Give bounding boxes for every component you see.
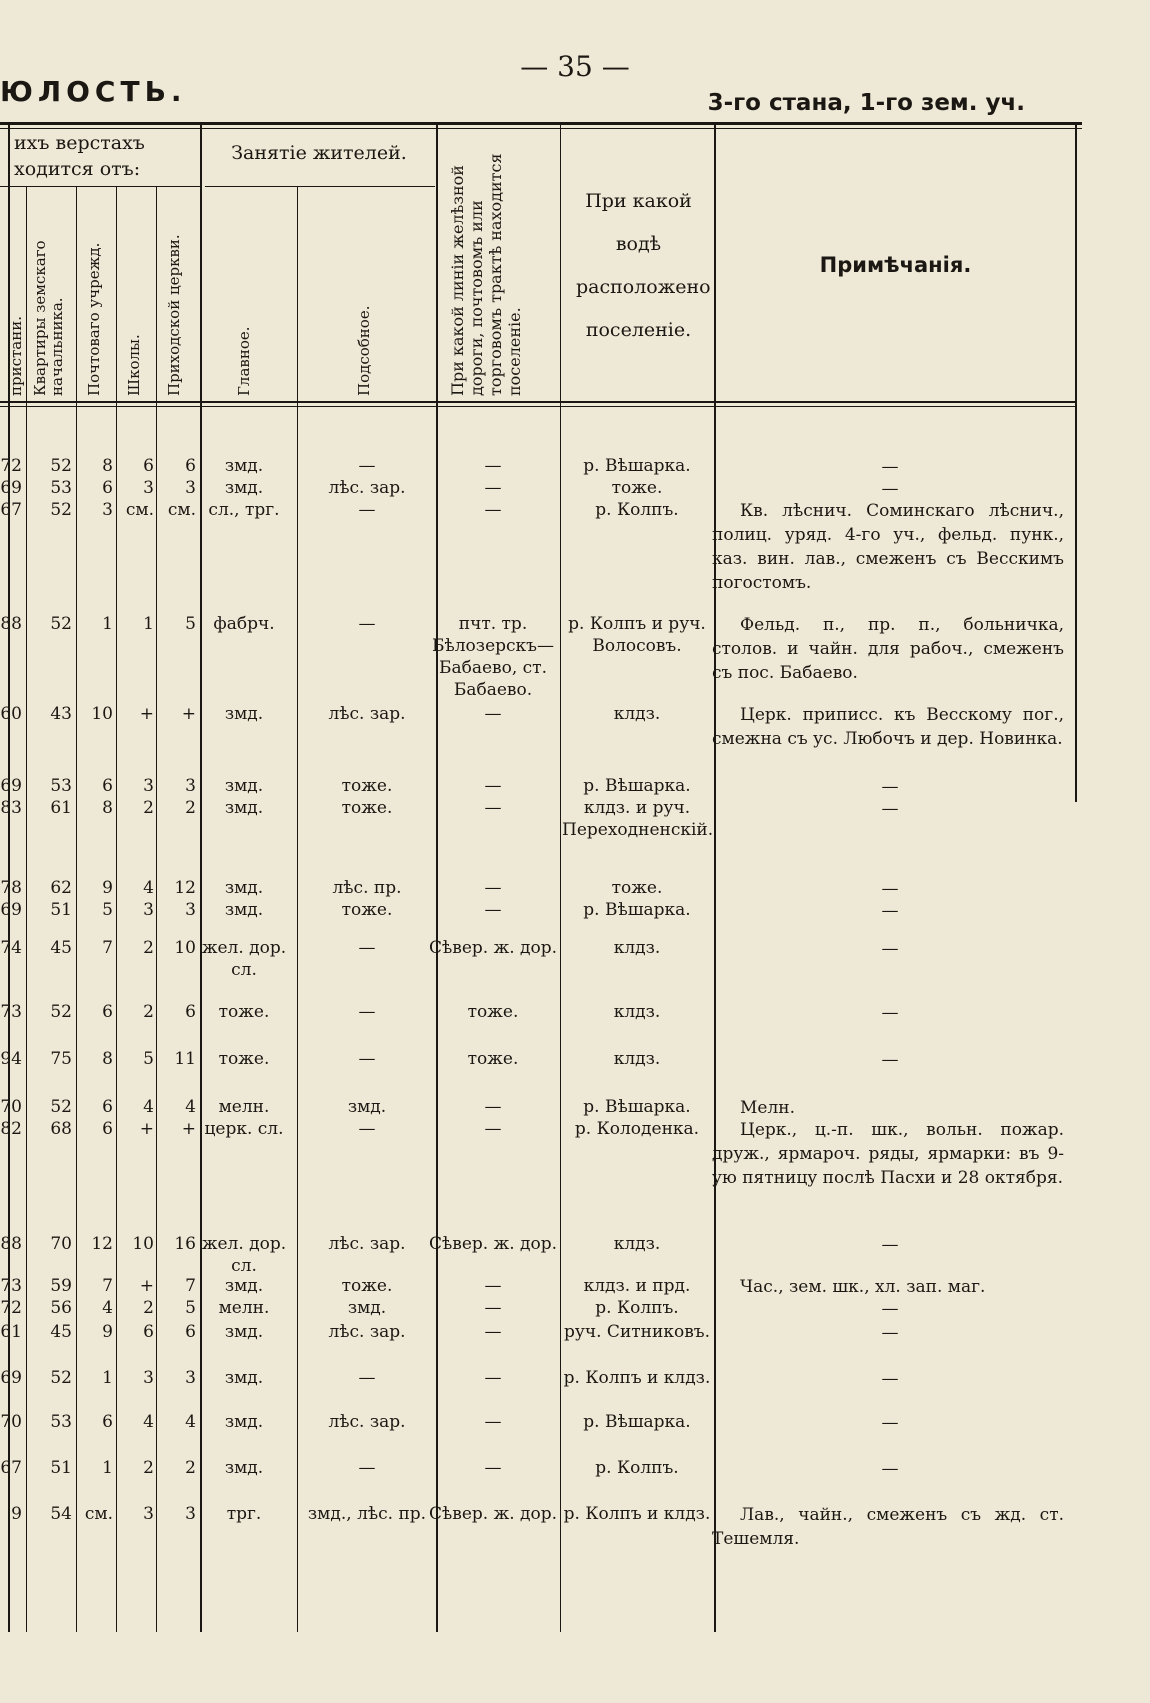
cell-dor: — xyxy=(484,456,502,476)
cell-gl: трг. xyxy=(226,1504,262,1524)
cell-k: 52 xyxy=(50,456,72,476)
col-rule xyxy=(76,186,77,1632)
cell-gl: змд. xyxy=(224,1458,264,1478)
cell-s: + xyxy=(139,704,154,724)
cell-primechanie: — xyxy=(881,1050,899,1070)
cell-pod: тоже. xyxy=(341,798,393,818)
cell-pod: — xyxy=(358,1368,376,1388)
cell-k: 70 xyxy=(50,1234,72,1254)
cell-p: 73 xyxy=(0,1276,22,1296)
cell-po: 1 xyxy=(102,1368,113,1388)
cell-s: 2 xyxy=(143,1002,154,1022)
cell-ts: см. xyxy=(167,500,196,520)
cell-gl: мелн. xyxy=(218,1097,270,1117)
col-rule xyxy=(26,186,27,1632)
cell-primechanie: — xyxy=(881,777,899,797)
cell-dor: — xyxy=(484,900,502,920)
cell-p: 60 xyxy=(0,704,22,724)
cell-po: 7 xyxy=(102,938,113,958)
cell-voda: р. Вѣшарка. xyxy=(583,776,691,796)
cell-ts: 3 xyxy=(185,900,196,920)
cell-gl: змд. xyxy=(224,776,264,796)
cell-pod: змд., лѣс. пр. xyxy=(307,1504,427,1524)
cell-po: 8 xyxy=(102,798,113,818)
cell-k: 51 xyxy=(50,900,72,920)
header-kvartiry: Квартиры земскаго начальника. xyxy=(31,240,66,396)
cell-pod: лѣс. зар. xyxy=(328,704,406,724)
cell-s: 4 xyxy=(143,1412,154,1432)
cell-k: 52 xyxy=(50,500,72,520)
header-voda: При какой водѣ расположено поселенiе. xyxy=(576,190,711,341)
right-edge-rule xyxy=(1075,122,1077,802)
cell-gl: тоже. xyxy=(218,1049,270,1069)
col-rule xyxy=(116,186,117,1632)
cell-k: 62 xyxy=(50,878,72,898)
volost-heading: ЮЛОСТЬ. xyxy=(0,75,187,108)
cell-k: 45 xyxy=(50,938,72,958)
cell-s: 3 xyxy=(143,776,154,796)
cell-primechanie: — xyxy=(881,1235,899,1255)
cell-pod: змд. xyxy=(347,1298,387,1318)
cell-k: 54 xyxy=(50,1504,72,1524)
cell-p: 74 xyxy=(0,938,22,958)
cell-p: 72 xyxy=(0,456,22,476)
cell-primechanie: — xyxy=(881,879,899,899)
header-primechaniya: Примѣчанiя. xyxy=(819,253,972,277)
cell-voda: клдз. xyxy=(613,1049,661,1069)
distance-group-header: ихъ верстахъ ходится отъ: xyxy=(14,132,145,180)
cell-s: + xyxy=(139,1276,154,1296)
dist-group-rule xyxy=(0,186,200,187)
cell-pod: — xyxy=(358,456,376,476)
cell-s: 3 xyxy=(143,1368,154,1388)
cell-primechanie: Церк., ц.-п. шк., вольн. пожар. друж., ярмароч. ряды, ярмарки: въ 9-ую пятницу послѣ Пасхи и 28 октября. xyxy=(712,1120,1064,1188)
cell-voda: р. Вѣшарка. xyxy=(583,456,691,476)
cell-s: 10 xyxy=(132,1234,154,1254)
cell-ts: 5 xyxy=(185,614,196,634)
cell-s: + xyxy=(139,1119,154,1139)
cell-gl: мелн. xyxy=(218,1298,270,1318)
cell-primechanie: Час., зем. шк., хл. зап. маг. xyxy=(740,1277,986,1297)
cell-s: 4 xyxy=(143,878,154,898)
cell-po: 8 xyxy=(102,1049,113,1069)
header-shkoly: Школы. xyxy=(125,334,143,396)
cell-po: 6 xyxy=(102,1002,113,1022)
top-rule xyxy=(0,122,1082,125)
col-rule xyxy=(156,186,157,1632)
cell-primechanie: — xyxy=(881,1369,899,1389)
cell-dor: — xyxy=(484,1119,502,1139)
cell-primechanie: Фельд. п., пр. п., больничка, столов. и чайн. для рабоч., смеженъ съ пос. Бабаево. xyxy=(712,615,1064,683)
cell-po: 1 xyxy=(102,614,113,634)
cell-primechanie: — xyxy=(881,479,899,499)
cell-pod: лѣс. зар. xyxy=(328,1322,406,1342)
cell-p: 69 xyxy=(0,900,22,920)
cell-k: 52 xyxy=(50,614,72,634)
cell-po: 5 xyxy=(102,900,113,920)
header-bottom-rule-thin xyxy=(0,406,1075,407)
cell-ts: 6 xyxy=(185,1322,196,1342)
cell-primechanie: Мелн. xyxy=(740,1098,796,1118)
page-number: — 35 — xyxy=(520,50,630,83)
cell-dor: — xyxy=(484,776,502,796)
occupation-group-rule xyxy=(205,186,435,187)
cell-gl: жел. дор. сл. xyxy=(201,1234,287,1276)
cell-po: 9 xyxy=(102,878,113,898)
cell-dor: — xyxy=(484,704,502,724)
cell-k: 43 xyxy=(50,704,72,724)
cell-p: 78 xyxy=(0,878,22,898)
cell-primechanie: Лав., чайн., смеженъ съ жд. ст. Тешемля. xyxy=(712,1505,1064,1549)
cell-pod: лѣс. пр. xyxy=(332,878,402,898)
header-tserkov: Приходской церкви. xyxy=(165,234,183,396)
cell-k: 51 xyxy=(50,1458,72,1478)
cell-k: 53 xyxy=(50,776,72,796)
cell-k: 53 xyxy=(50,478,72,498)
cell-dor: — xyxy=(484,1322,502,1342)
cell-gl: фабрч. xyxy=(213,614,275,634)
cell-p: 9 xyxy=(11,1504,22,1524)
cell-k: 59 xyxy=(50,1276,72,1296)
header-doroga: При какой линiи желѣзной дороги, почтовомъ или торговомъ трактѣ находится поселенiе. xyxy=(448,153,524,396)
cell-s: 5 xyxy=(143,1049,154,1069)
cell-k: 52 xyxy=(50,1368,72,1388)
cell-p: 69 xyxy=(0,1368,22,1388)
cell-primechanie: — xyxy=(881,457,899,477)
cell-p: 88 xyxy=(0,614,22,634)
cell-po: 10 xyxy=(91,704,113,724)
header-glavnoe: Главное. xyxy=(235,326,253,396)
cell-dor: — xyxy=(484,798,502,818)
cell-po: 6 xyxy=(102,1097,113,1117)
cell-pod: тоже. xyxy=(341,1276,393,1296)
cell-k: 52 xyxy=(50,1097,72,1117)
cell-p: 67 xyxy=(0,1458,22,1478)
cell-voda: клдз. xyxy=(613,704,661,724)
cell-k: 52 xyxy=(50,1002,72,1022)
cell-p: 72 xyxy=(0,1298,22,1318)
cell-ts: 3 xyxy=(185,1504,196,1524)
cell-voda: р. Вѣшарка. xyxy=(583,1097,691,1117)
cell-pod: лѣс. зар. xyxy=(328,1412,406,1432)
cell-voda: клдз. и руч. Переходненскiй. xyxy=(562,798,714,840)
cell-voda: р. Вѣшарка. xyxy=(583,1412,691,1432)
cell-po: 3 xyxy=(102,500,113,520)
cell-po: 8 xyxy=(102,456,113,476)
cell-s: 3 xyxy=(143,1504,154,1524)
cell-dor: — xyxy=(484,878,502,898)
cell-ts: 4 xyxy=(185,1412,196,1432)
cell-gl: жел. дор. сл. xyxy=(201,938,287,980)
cell-s: 2 xyxy=(143,1458,154,1478)
cell-dor: Сѣвер. ж. дор. xyxy=(428,1234,557,1254)
cell-gl: змд. xyxy=(224,456,264,476)
cell-ts: 12 xyxy=(174,878,196,898)
cell-voda: р. Колпъ. xyxy=(595,1298,679,1318)
cell-dor: тоже. xyxy=(467,1002,519,1022)
cell-dor: — xyxy=(484,478,502,498)
cell-p: 70 xyxy=(0,1097,22,1117)
cell-pod: — xyxy=(358,1119,376,1139)
col-rule xyxy=(297,186,298,1632)
cell-dor: — xyxy=(484,1276,502,1296)
cell-gl: змд. xyxy=(224,1412,264,1432)
cell-ts: 6 xyxy=(185,1002,196,1022)
cell-po: 6 xyxy=(102,478,113,498)
cell-primechanie: Кв. лѣснич. Соминскаго лѣснич., полиц. уряд. 4-го уч., фельд. пунк., каз. вин. лав., смеженъ съ Весскимъ погостомъ. xyxy=(712,501,1064,593)
cell-gl: змд. xyxy=(224,900,264,920)
cell-ts: 3 xyxy=(185,478,196,498)
cell-dor: — xyxy=(484,1097,502,1117)
cell-gl: змд. xyxy=(224,878,264,898)
cell-pod: лѣс. зар. xyxy=(328,478,406,498)
cell-pod: — xyxy=(358,500,376,520)
occupation-group-header: Занятiе жителей. xyxy=(231,142,407,164)
cell-p: 69 xyxy=(0,776,22,796)
cell-gl: змд. xyxy=(224,1322,264,1342)
cell-k: 75 xyxy=(50,1049,72,1069)
cell-voda: клдз. xyxy=(613,1234,661,1254)
cell-ts: 16 xyxy=(174,1234,196,1254)
cell-p: 67 xyxy=(0,500,22,520)
cell-dor: Сѣвер. ж. дор. xyxy=(428,938,557,958)
cell-ts: + xyxy=(181,704,196,724)
cell-dor: — xyxy=(484,1412,502,1432)
cell-po: 12 xyxy=(91,1234,113,1254)
cell-ts: 2 xyxy=(185,798,196,818)
cell-primechanie: — xyxy=(881,1459,899,1479)
cell-po: 9 xyxy=(102,1322,113,1342)
cell-primechanie: — xyxy=(881,939,899,959)
cell-dor: тоже. xyxy=(467,1049,519,1069)
cell-voda: р. Колпъ и клдз. xyxy=(563,1368,711,1388)
cell-dor: — xyxy=(484,500,502,520)
cell-pod: — xyxy=(358,938,376,958)
cell-po: 4 xyxy=(102,1298,113,1318)
cell-p: 94 xyxy=(0,1049,22,1069)
cell-pod: — xyxy=(358,1002,376,1022)
cell-s: 1 xyxy=(143,614,154,634)
cell-pod: тоже. xyxy=(341,900,393,920)
cell-dor: пчт. тр. Бѣлозерскъ— Бабаево, ст. Бабаево. xyxy=(432,614,554,700)
cell-primechanie: Церк. приписс. къ Весскому пог., смежна съ ус. Любочъ и дер. Новинка. xyxy=(712,705,1064,749)
header-pristan: пристани. xyxy=(7,315,25,396)
cell-k: 56 xyxy=(50,1298,72,1318)
cell-ts: 11 xyxy=(174,1049,196,1069)
header-podsobnoe: Подсобное. xyxy=(355,305,373,396)
cell-gl: змд. xyxy=(224,1276,264,1296)
col-rule xyxy=(714,122,716,1632)
cell-ts: + xyxy=(181,1119,196,1139)
cell-ts: 3 xyxy=(185,776,196,796)
cell-ts: 10 xyxy=(174,938,196,958)
cell-voda: тоже. xyxy=(611,878,663,898)
cell-voda: р. Вѣшарка. xyxy=(583,900,691,920)
cell-s: 3 xyxy=(143,900,154,920)
cell-gl: сл., трг. xyxy=(208,500,280,520)
cell-primechanie: — xyxy=(881,1413,899,1433)
cell-primechanie: — xyxy=(881,1323,899,1343)
header-pochta: Почтоваго учрежд. xyxy=(85,242,103,396)
cell-voda: руч. Ситниковъ. xyxy=(564,1322,710,1342)
cell-s: 2 xyxy=(143,938,154,958)
cell-ts: 6 xyxy=(185,456,196,476)
cell-ts: 3 xyxy=(185,1368,196,1388)
cell-ts: 4 xyxy=(185,1097,196,1117)
cell-p: 82 xyxy=(0,1119,22,1139)
cell-pod: — xyxy=(358,1458,376,1478)
cell-voda: р. Колпъ. xyxy=(595,1458,679,1478)
cell-p: 83 xyxy=(0,798,22,818)
cell-primechanie: — xyxy=(881,799,899,819)
cell-p: 88 xyxy=(0,1234,22,1254)
cell-primechanie: — xyxy=(881,901,899,921)
cell-s: 2 xyxy=(143,1298,154,1318)
cell-ts: 7 xyxy=(185,1276,196,1296)
cell-p: 73 xyxy=(0,1002,22,1022)
cell-pod: лѣс. зар. xyxy=(328,1234,406,1254)
cell-pod: — xyxy=(358,614,376,634)
cell-ts: 5 xyxy=(185,1298,196,1318)
cell-po: см. xyxy=(84,1504,113,1524)
cell-dor: Сѣвер. ж. дор. xyxy=(428,1504,557,1524)
header-bottom-rule xyxy=(0,401,1075,403)
cell-s: 4 xyxy=(143,1097,154,1117)
cell-voda: р. Колпъ и руч. Волосовъ. xyxy=(568,614,706,656)
cell-dor: — xyxy=(484,1298,502,1318)
stan-heading: 3-го стана, 1-го зем. уч. xyxy=(707,90,1025,116)
cell-po: 6 xyxy=(102,776,113,796)
cell-dor: — xyxy=(484,1368,502,1388)
cell-p: 70 xyxy=(0,1412,22,1432)
cell-voda: клдз. xyxy=(613,938,661,958)
cell-pod: — xyxy=(358,1049,376,1069)
cell-s: см. xyxy=(125,500,154,520)
cell-gl: змд. xyxy=(224,1368,264,1388)
cell-k: 61 xyxy=(50,798,72,818)
cell-po: 1 xyxy=(102,1458,113,1478)
cell-p: 69 xyxy=(0,478,22,498)
cell-ts: 2 xyxy=(185,1458,196,1478)
cell-po: 7 xyxy=(102,1276,113,1296)
cell-po: 6 xyxy=(102,1119,113,1139)
cell-po: 6 xyxy=(102,1412,113,1432)
cell-gl: тоже. xyxy=(218,1002,270,1022)
cell-gl: змд. xyxy=(224,478,264,498)
cell-voda: тоже. xyxy=(611,478,663,498)
cell-pod: тоже. xyxy=(341,776,393,796)
cell-s: 3 xyxy=(143,478,154,498)
cell-s: 6 xyxy=(143,1322,154,1342)
cell-gl: змд. xyxy=(224,798,264,818)
cell-primechanie: — xyxy=(881,1299,899,1319)
cell-primechanie: — xyxy=(881,1003,899,1023)
cell-dor: — xyxy=(484,1458,502,1478)
col-rule xyxy=(560,122,561,1632)
cell-voda: клдз. xyxy=(613,1002,661,1022)
cell-voda: р. Колпъ и клдз. xyxy=(563,1504,711,1524)
cell-voda: р. Колоденка. xyxy=(574,1119,700,1139)
cell-p: 61 xyxy=(0,1322,22,1342)
cell-k: 45 xyxy=(50,1322,72,1342)
cell-pod: змд. xyxy=(347,1097,387,1117)
cell-k: 68 xyxy=(50,1119,72,1139)
cell-voda: р. Колпъ. xyxy=(595,500,679,520)
cell-voda: клдз. и прд. xyxy=(583,1276,691,1296)
cell-k: 53 xyxy=(50,1412,72,1432)
cell-gl: змд. xyxy=(224,704,264,724)
cell-s: 6 xyxy=(143,456,154,476)
cell-gl: церк. сл. xyxy=(204,1119,284,1139)
cell-s: 2 xyxy=(143,798,154,818)
